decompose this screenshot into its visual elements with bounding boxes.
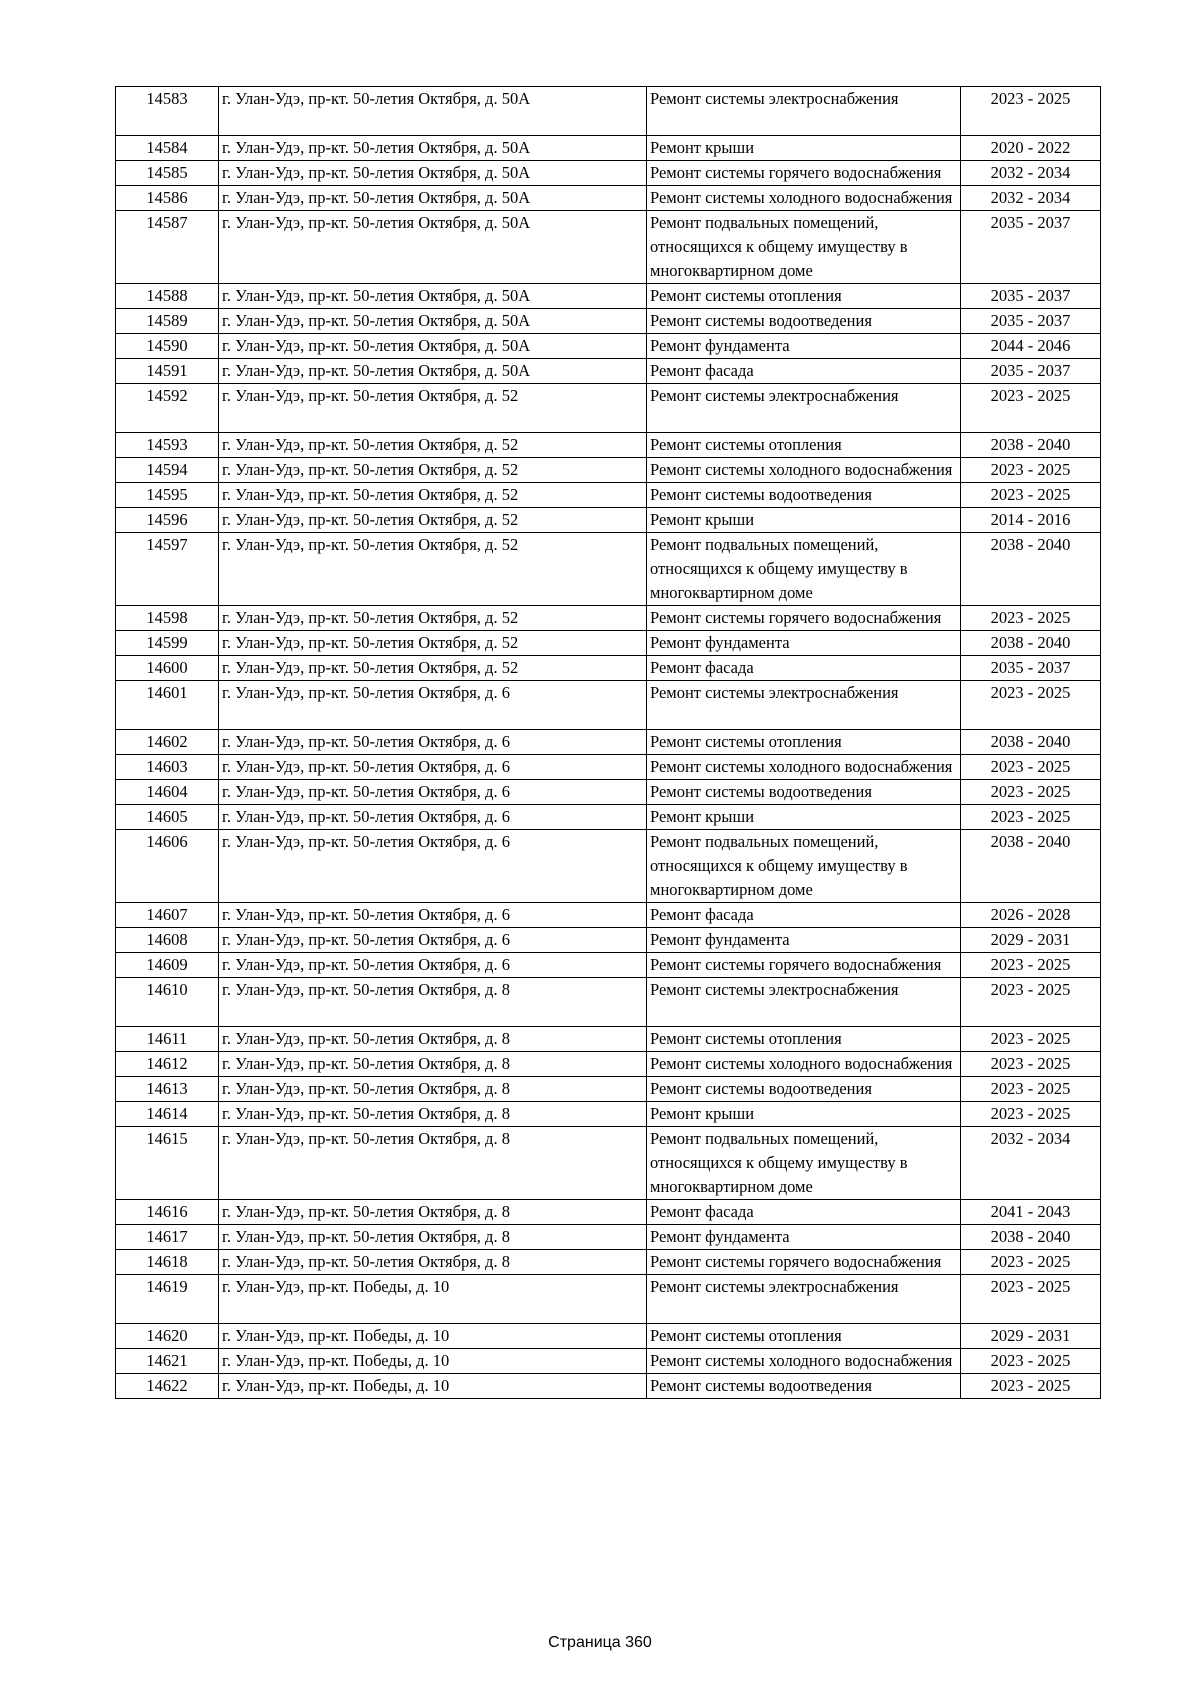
period-cell: 2023 - 2025	[961, 1275, 1101, 1324]
address-cell: г. Улан-Удэ, пр-кт. 50-летия Октября, д. 6	[219, 830, 647, 903]
period-cell: 2032 - 2034	[961, 1127, 1101, 1200]
row-number: 14619	[116, 1275, 219, 1324]
table-row	[116, 1324, 1101, 1349]
work-type-cell: Ремонт системы водоотведения	[647, 1077, 961, 1102]
work-type-cell: Ремонт системы водоотведения	[647, 780, 961, 805]
row-number: 14615	[116, 1127, 219, 1200]
row-number: 14592	[116, 384, 219, 433]
work-type-cell: Ремонт крыши	[647, 508, 961, 533]
row-number: 14606	[116, 830, 219, 903]
address-cell: г. Улан-Удэ, пр-кт. 50-летия Октября, д. 6	[219, 953, 647, 978]
table-row	[116, 309, 1101, 334]
period-cell: 2014 - 2016	[961, 508, 1101, 533]
table-row	[116, 681, 1101, 730]
address-cell: г. Улан-Удэ, пр-кт. 50-летия Октября, д. 6	[219, 780, 647, 805]
address-cell: г. Улан-Удэ, пр-кт. 50-летия Октября, д. 50А	[219, 334, 647, 359]
work-type-cell: Ремонт системы горячего водоснабжения	[647, 953, 961, 978]
period-cell: 2023 - 2025	[961, 1102, 1101, 1127]
row-number: 14604	[116, 780, 219, 805]
period-cell: 2035 - 2037	[961, 211, 1101, 284]
table-row	[116, 606, 1101, 631]
work-type-cell: Ремонт фундамента	[647, 334, 961, 359]
address-cell: г. Улан-Удэ, пр-кт. 50-летия Октября, д. 8	[219, 1200, 647, 1225]
work-type-cell: Ремонт системы электроснабжения	[647, 978, 961, 1027]
row-number: 14589	[116, 309, 219, 334]
table-row	[116, 1200, 1101, 1225]
table-row	[116, 186, 1101, 211]
row-number: 14622	[116, 1374, 219, 1399]
period-cell: 2023 - 2025	[961, 953, 1101, 978]
row-number: 14585	[116, 161, 219, 186]
row-number: 14613	[116, 1077, 219, 1102]
table-row	[116, 433, 1101, 458]
work-type-cell: Ремонт системы водоотведения	[647, 483, 961, 508]
work-type-cell: Ремонт системы холодного водоснабжения	[647, 755, 961, 780]
table-row	[116, 656, 1101, 681]
address-cell: г. Улан-Удэ, пр-кт. Победы, д. 10	[219, 1349, 647, 1374]
period-cell: 2035 - 2037	[961, 284, 1101, 309]
table-row	[116, 730, 1101, 755]
table-row	[116, 830, 1101, 903]
address-cell: г. Улан-Удэ, пр-кт. 50-летия Октября, д. 52	[219, 508, 647, 533]
table-row	[116, 483, 1101, 508]
address-cell: г. Улан-Удэ, пр-кт. 50-летия Октября, д. 8	[219, 1077, 647, 1102]
period-cell: 2023 - 2025	[961, 384, 1101, 433]
work-type-cell: Ремонт фундамента	[647, 1225, 961, 1250]
row-number: 14607	[116, 903, 219, 928]
period-cell: 2023 - 2025	[961, 1027, 1101, 1052]
work-type-cell: Ремонт фасада	[647, 359, 961, 384]
table-row	[116, 1027, 1101, 1052]
row-number: 14612	[116, 1052, 219, 1077]
table-row	[116, 87, 1101, 136]
row-number: 14605	[116, 805, 219, 830]
period-cell: 2023 - 2025	[961, 978, 1101, 1027]
work-type-cell: Ремонт фасада	[647, 903, 961, 928]
period-cell: 2023 - 2025	[961, 1052, 1101, 1077]
address-cell: г. Улан-Удэ, пр-кт. 50-летия Октября, д. 52	[219, 656, 647, 681]
work-type-cell: Ремонт подвальных помещений, относящихся к общему имуществу в многоквартирном доме	[647, 533, 961, 606]
work-type-cell: Ремонт фундамента	[647, 631, 961, 656]
period-cell: 2023 - 2025	[961, 681, 1101, 730]
period-cell: 2023 - 2025	[961, 755, 1101, 780]
work-type-cell: Ремонт системы водоотведения	[647, 1374, 961, 1399]
period-cell: 2035 - 2037	[961, 359, 1101, 384]
period-cell: 2023 - 2025	[961, 1349, 1101, 1374]
work-type-cell: Ремонт фундамента	[647, 928, 961, 953]
table-row	[116, 1275, 1101, 1324]
table-row	[116, 805, 1101, 830]
table-row	[116, 384, 1101, 433]
address-cell: г. Улан-Удэ, пр-кт. 50-летия Октября, д. 52	[219, 384, 647, 433]
work-type-cell: Ремонт подвальных помещений, относящихся к общему имуществу в многоквартирном доме	[647, 1127, 961, 1200]
address-cell: г. Улан-Удэ, пр-кт. Победы, д. 10	[219, 1374, 647, 1399]
address-cell: г. Улан-Удэ, пр-кт. 50-летия Октября, д. 52	[219, 433, 647, 458]
table-row	[116, 780, 1101, 805]
table-row	[116, 755, 1101, 780]
works-table	[115, 86, 1101, 1399]
period-cell: 2023 - 2025	[961, 483, 1101, 508]
row-number: 14601	[116, 681, 219, 730]
work-type-cell: Ремонт крыши	[647, 805, 961, 830]
row-number: 14600	[116, 656, 219, 681]
table-row	[116, 161, 1101, 186]
address-cell: г. Улан-Удэ, пр-кт. 50-летия Октября, д. 50А	[219, 186, 647, 211]
address-cell: г. Улан-Удэ, пр-кт. Победы, д. 10	[219, 1275, 647, 1324]
row-number: 14595	[116, 483, 219, 508]
table-row	[116, 631, 1101, 656]
address-cell: г. Улан-Удэ, пр-кт. 50-летия Октября, д. 50А	[219, 284, 647, 309]
table-row	[116, 284, 1101, 309]
work-type-cell: Ремонт системы горячего водоснабжения	[647, 606, 961, 631]
row-number: 14616	[116, 1200, 219, 1225]
address-cell: г. Улан-Удэ, пр-кт. 50-летия Октября, д. 6	[219, 903, 647, 928]
address-cell: г. Улан-Удэ, пр-кт. 50-летия Октября, д. 50А	[219, 211, 647, 284]
work-type-cell: Ремонт системы водоотведения	[647, 309, 961, 334]
work-type-cell: Ремонт крыши	[647, 1102, 961, 1127]
page-number: Страница 360	[548, 1634, 652, 1651]
table-row	[116, 1127, 1101, 1200]
row-number: 14591	[116, 359, 219, 384]
table-row	[116, 533, 1101, 606]
table-row	[116, 953, 1101, 978]
work-type-cell: Ремонт системы отопления	[647, 730, 961, 755]
row-number: 14602	[116, 730, 219, 755]
work-type-cell: Ремонт системы горячего водоснабжения	[647, 1250, 961, 1275]
address-cell: г. Улан-Удэ, пр-кт. 50-летия Октября, д. 8	[219, 1027, 647, 1052]
table-row	[116, 1374, 1101, 1399]
work-type-cell: Ремонт системы отопления	[647, 1324, 961, 1349]
address-cell: г. Улан-Удэ, пр-кт. 50-летия Октября, д. 6	[219, 805, 647, 830]
row-number: 14598	[116, 606, 219, 631]
work-type-cell: Ремонт системы электроснабжения	[647, 87, 961, 136]
address-cell: г. Улан-Удэ, пр-кт. 50-летия Октября, д. 6	[219, 681, 647, 730]
row-number: 14597	[116, 533, 219, 606]
row-number: 14590	[116, 334, 219, 359]
works-table-body	[116, 87, 1101, 1399]
row-number: 14617	[116, 1225, 219, 1250]
work-type-cell: Ремонт системы горячего водоснабжения	[647, 161, 961, 186]
address-cell: г. Улан-Удэ, пр-кт. 50-летия Октября, д. 52	[219, 483, 647, 508]
row-number: 14618	[116, 1250, 219, 1275]
work-type-cell: Ремонт системы холодного водоснабжения	[647, 458, 961, 483]
address-cell: г. Улан-Удэ, пр-кт. 50-летия Октября, д. 50А	[219, 359, 647, 384]
period-cell: 2038 - 2040	[961, 631, 1101, 656]
work-type-cell: Ремонт системы электроснабжения	[647, 681, 961, 730]
address-cell: г. Улан-Удэ, пр-кт. 50-летия Октября, д. 50А	[219, 309, 647, 334]
row-number: 14614	[116, 1102, 219, 1127]
period-cell: 2023 - 2025	[961, 606, 1101, 631]
period-cell: 2023 - 2025	[961, 1374, 1101, 1399]
row-number: 14594	[116, 458, 219, 483]
address-cell: г. Улан-Удэ, пр-кт. 50-летия Октября, д. 8	[219, 978, 647, 1027]
period-cell: 2038 - 2040	[961, 533, 1101, 606]
address-cell: г. Улан-Удэ, пр-кт. 50-летия Октября, д. 50А	[219, 161, 647, 186]
row-number: 14587	[116, 211, 219, 284]
row-number: 14609	[116, 953, 219, 978]
row-number: 14611	[116, 1027, 219, 1052]
table-row	[116, 928, 1101, 953]
table-row	[116, 903, 1101, 928]
period-cell: 2032 - 2034	[961, 161, 1101, 186]
row-number: 14586	[116, 186, 219, 211]
period-cell: 2023 - 2025	[961, 87, 1101, 136]
address-cell: г. Улан-Удэ, пр-кт. 50-летия Октября, д. 8	[219, 1225, 647, 1250]
work-type-cell: Ремонт фасада	[647, 656, 961, 681]
row-number: 14621	[116, 1349, 219, 1374]
work-type-cell: Ремонт системы отопления	[647, 433, 961, 458]
row-number: 14599	[116, 631, 219, 656]
table-row	[116, 1077, 1101, 1102]
row-number: 14593	[116, 433, 219, 458]
table-row	[116, 1052, 1101, 1077]
address-cell: г. Улан-Удэ, пр-кт. 50-летия Октября, д. 8	[219, 1052, 647, 1077]
address-cell: г. Улан-Удэ, пр-кт. 50-летия Октября, д. 50А	[219, 87, 647, 136]
work-type-cell: Ремонт системы отопления	[647, 1027, 961, 1052]
address-cell: г. Улан-Удэ, пр-кт. 50-летия Октября, д. 52	[219, 533, 647, 606]
table-row	[116, 978, 1101, 1027]
address-cell: г. Улан-Удэ, пр-кт. 50-летия Октября, д. 8	[219, 1250, 647, 1275]
period-cell: 2038 - 2040	[961, 1225, 1101, 1250]
address-cell: г. Улан-Удэ, пр-кт. 50-летия Октября, д. 50А	[219, 136, 647, 161]
period-cell: 2026 - 2028	[961, 903, 1101, 928]
work-type-cell: Ремонт фасада	[647, 1200, 961, 1225]
period-cell: 2041 - 2043	[961, 1200, 1101, 1225]
period-cell: 2044 - 2046	[961, 334, 1101, 359]
work-type-cell: Ремонт системы холодного водоснабжения	[647, 1349, 961, 1374]
period-cell: 2023 - 2025	[961, 1250, 1101, 1275]
table-row	[116, 1102, 1101, 1127]
work-type-cell: Ремонт системы отопления	[647, 284, 961, 309]
row-number: 14583	[116, 87, 219, 136]
address-cell: г. Улан-Удэ, пр-кт. 50-летия Октября, д. 52	[219, 606, 647, 631]
work-type-cell: Ремонт системы холодного водоснабжения	[647, 1052, 961, 1077]
period-cell: 2029 - 2031	[961, 928, 1101, 953]
table-row	[116, 211, 1101, 284]
row-number: 14588	[116, 284, 219, 309]
table-row	[116, 458, 1101, 483]
table-row	[116, 508, 1101, 533]
address-cell: г. Улан-Удэ, пр-кт. 50-летия Октября, д. 52	[219, 631, 647, 656]
work-type-cell: Ремонт системы холодного водоснабжения	[647, 186, 961, 211]
address-cell: г. Улан-Удэ, пр-кт. 50-летия Октября, д. 52	[219, 458, 647, 483]
period-cell: 2038 - 2040	[961, 730, 1101, 755]
table-row	[116, 1225, 1101, 1250]
period-cell: 2038 - 2040	[961, 830, 1101, 903]
period-cell: 2032 - 2034	[961, 186, 1101, 211]
address-cell: г. Улан-Удэ, пр-кт. 50-летия Октября, д. 6	[219, 928, 647, 953]
table-row	[116, 1349, 1101, 1374]
period-cell: 2023 - 2025	[961, 780, 1101, 805]
period-cell: 2023 - 2025	[961, 1077, 1101, 1102]
row-number: 14603	[116, 755, 219, 780]
period-cell: 2035 - 2037	[961, 309, 1101, 334]
work-type-cell: Ремонт подвальных помещений, относящихся к общему имуществу в многоквартирном доме	[647, 211, 961, 284]
work-type-cell: Ремонт системы электроснабжения	[647, 384, 961, 433]
work-type-cell: Ремонт подвальных помещений, относящихся к общему имуществу в многоквартирном доме	[647, 830, 961, 903]
period-cell: 2029 - 2031	[961, 1324, 1101, 1349]
row-number: 14610	[116, 978, 219, 1027]
table-row	[116, 1250, 1101, 1275]
address-cell: г. Улан-Удэ, пр-кт. Победы, д. 10	[219, 1324, 647, 1349]
work-type-cell: Ремонт крыши	[647, 136, 961, 161]
period-cell: 2038 - 2040	[961, 433, 1101, 458]
address-cell: г. Улан-Удэ, пр-кт. 50-летия Октября, д. 6	[219, 730, 647, 755]
table-row	[116, 136, 1101, 161]
table-row	[116, 359, 1101, 384]
address-cell: г. Улан-Удэ, пр-кт. 50-летия Октября, д. 8	[219, 1127, 647, 1200]
table-row	[116, 334, 1101, 359]
period-cell: 2023 - 2025	[961, 458, 1101, 483]
address-cell: г. Улан-Удэ, пр-кт. 50-летия Октября, д. 6	[219, 755, 647, 780]
period-cell: 2035 - 2037	[961, 656, 1101, 681]
row-number: 14584	[116, 136, 219, 161]
work-type-cell: Ремонт системы электроснабжения	[647, 1275, 961, 1324]
address-cell: г. Улан-Удэ, пр-кт. 50-летия Октября, д. 8	[219, 1102, 647, 1127]
period-cell: 2020 - 2022	[961, 136, 1101, 161]
period-cell: 2023 - 2025	[961, 805, 1101, 830]
row-number: 14596	[116, 508, 219, 533]
row-number: 14620	[116, 1324, 219, 1349]
row-number: 14608	[116, 928, 219, 953]
